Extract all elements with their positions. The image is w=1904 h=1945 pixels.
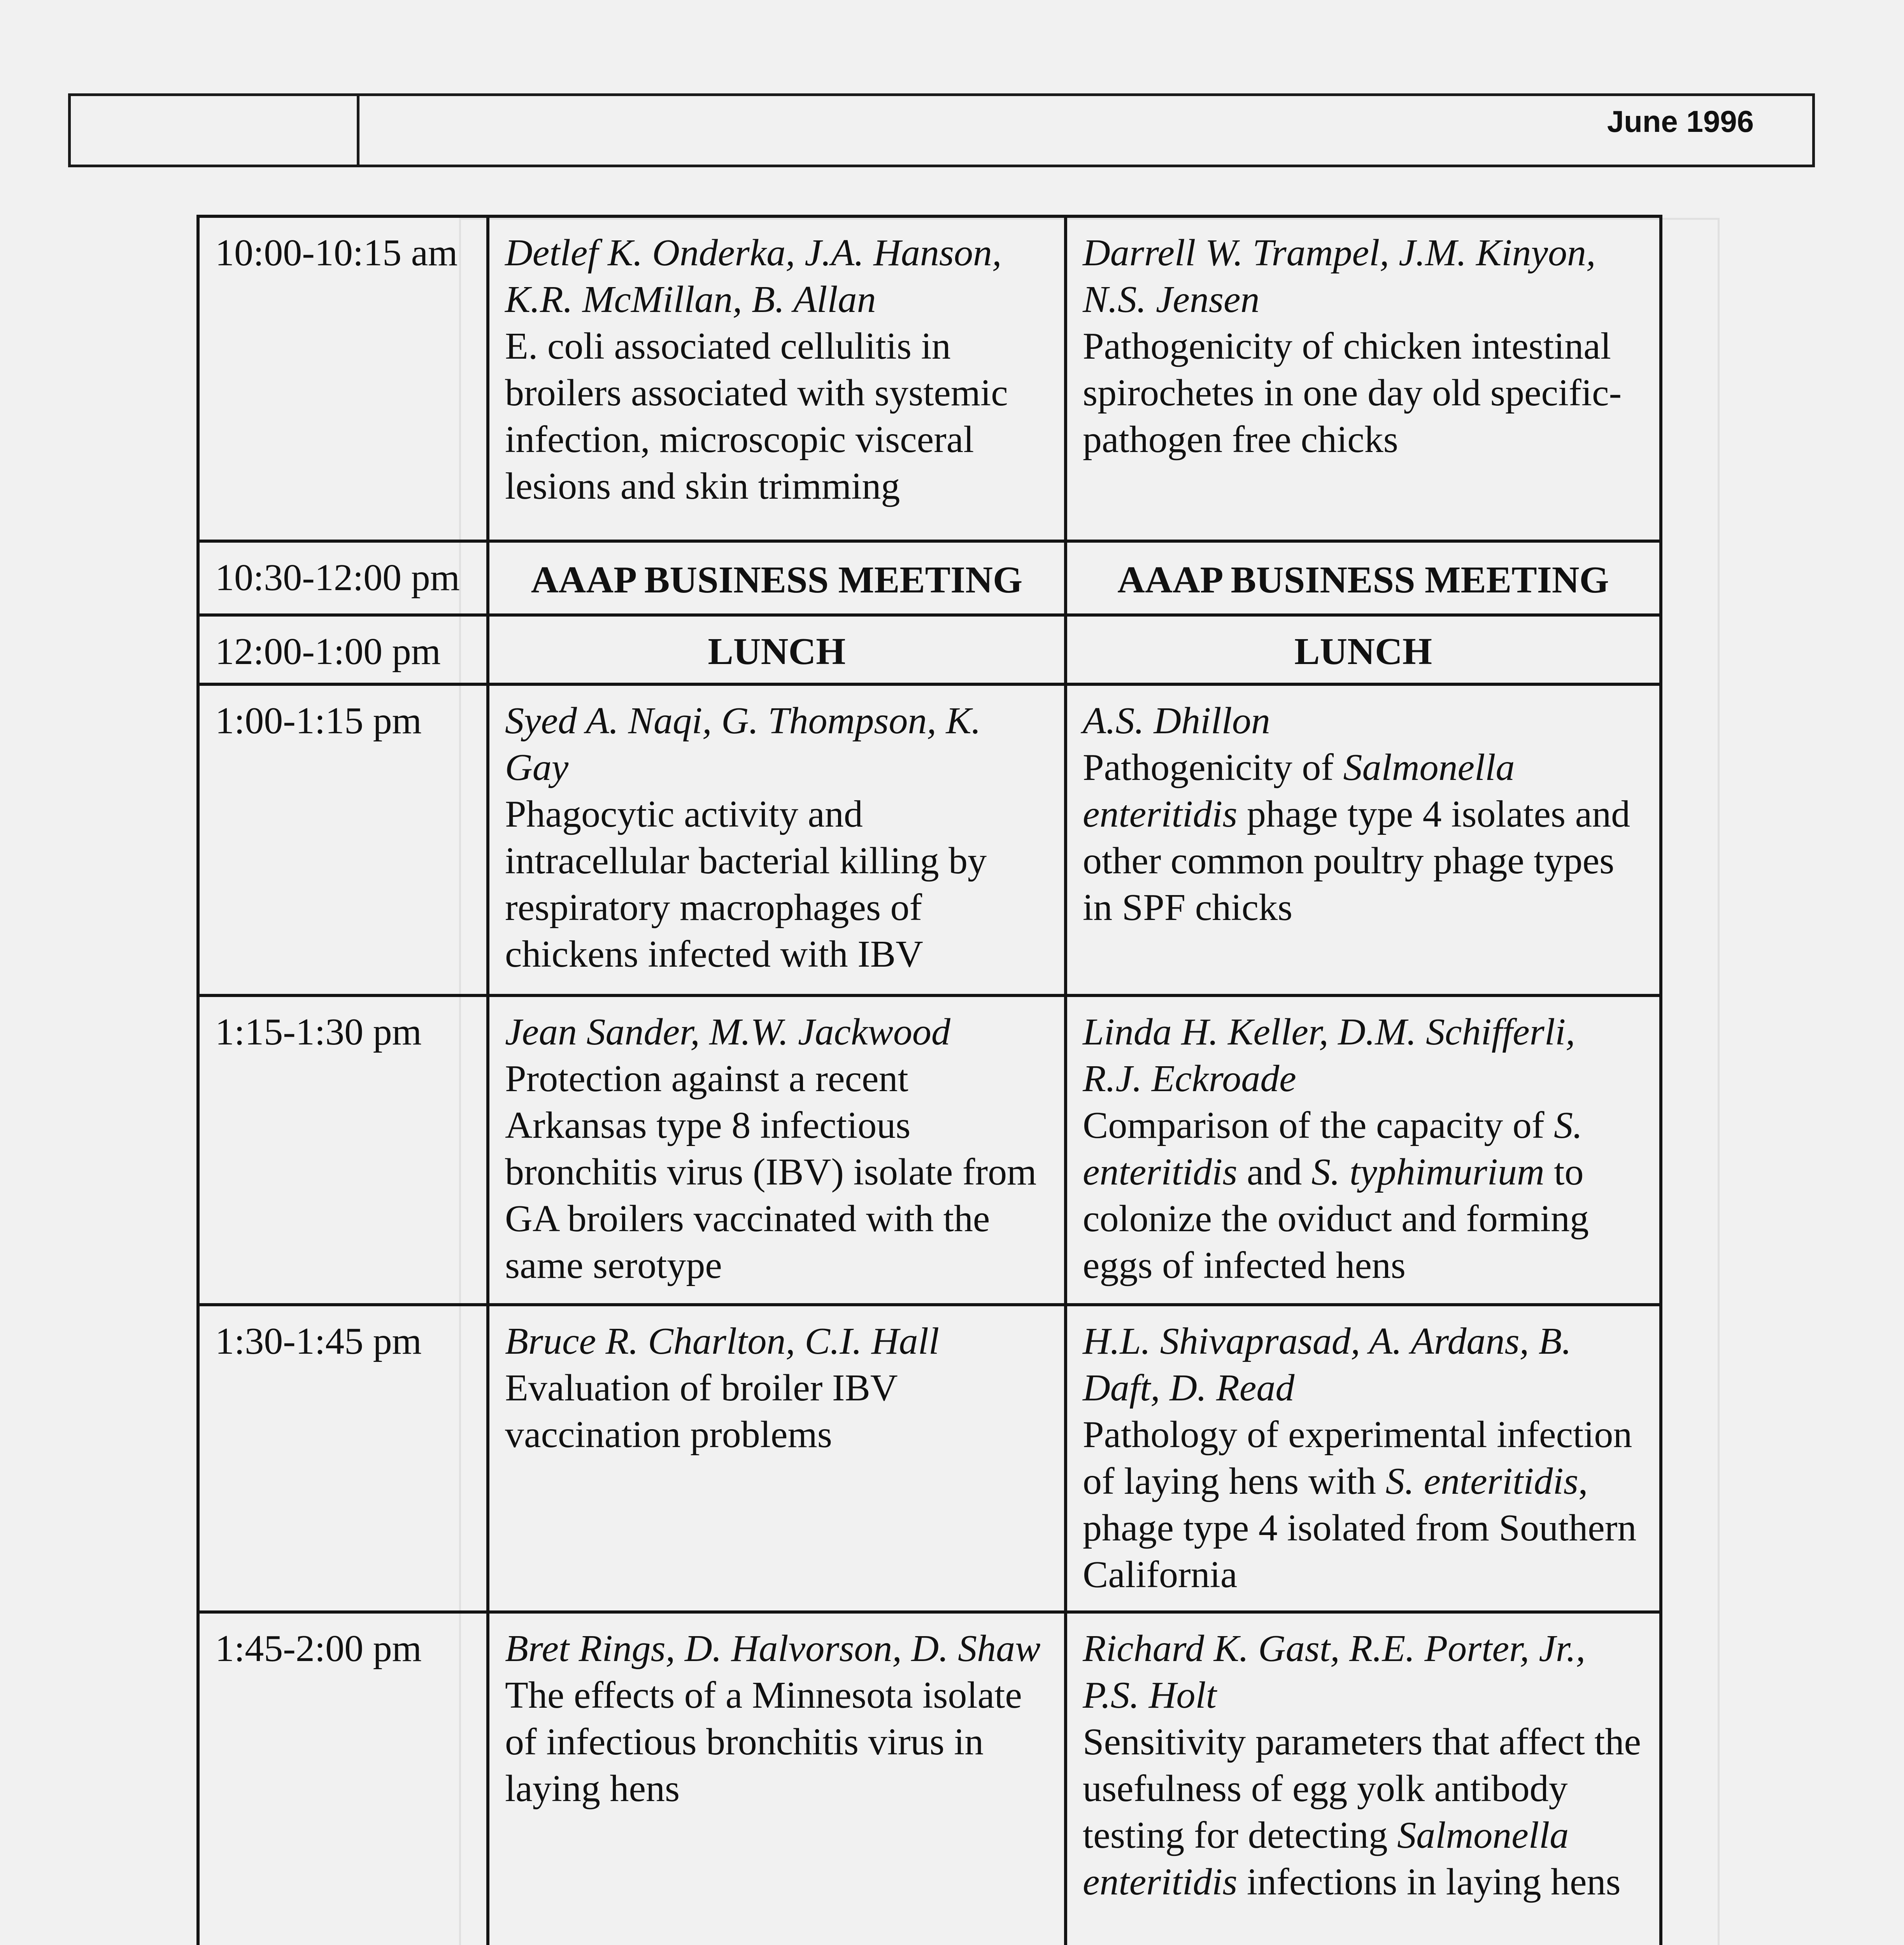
authors: Jean Sander, M.W. Jackwood bbox=[505, 1011, 950, 1053]
table-row bbox=[198, 684, 1661, 995]
time-cell: 12:00-1:00 pm bbox=[198, 615, 488, 684]
authors: Syed A. Naqi, G. Thompson, K. Gay bbox=[505, 700, 981, 789]
session-a-cell bbox=[488, 995, 1066, 1305]
authors: Darrell W. Trampel, J.M. Kinyon, N.S. Jensen bbox=[1083, 232, 1596, 321]
header-bar bbox=[68, 93, 1815, 167]
table-row bbox=[198, 216, 1661, 541]
species-name: Salmonella enteritidis bbox=[1083, 1814, 1569, 1903]
session-b-cell bbox=[1066, 995, 1661, 1305]
species-name: S. enteritidis bbox=[1083, 1104, 1583, 1193]
time-cell: 1:15-1:30 pm bbox=[198, 995, 488, 1305]
paper-title: Protection against a recent Arkansas type 8 infectious bronchitis virus (IBV) isolate from GA broilers vaccinated with the same serotype bbox=[505, 1058, 1037, 1286]
species-name: Salmonella enteritidis bbox=[1083, 746, 1515, 835]
time-cell: 10:00-10:15 am bbox=[198, 216, 488, 541]
authors: Bruce R. Charlton, C.I. Hall bbox=[505, 1320, 940, 1362]
session-a-cell bbox=[488, 1305, 1066, 1612]
paper-title: Pathogenicity of chicken intestinal spirochetes in one day old specific-pathogen free chicks bbox=[1083, 325, 1622, 461]
paper-title: Phagocytic activity and intracellular bacterial killing by respiratory macrophages of chickens infected with IBV bbox=[505, 793, 987, 975]
title-text: Sensitivity parameters that affect the usefulness of egg yolk antibody testing for detecting bbox=[1083, 1721, 1641, 1856]
table-row bbox=[198, 1612, 1661, 1945]
authors: Bret Rings, D. Halvorson, D. Shaw bbox=[505, 1628, 1041, 1670]
title-text: , phage type 4 isolated from Southern California bbox=[1083, 1460, 1637, 1596]
header-divider bbox=[357, 96, 359, 165]
title-text: Pathogenicity of bbox=[1083, 746, 1343, 789]
table-row bbox=[198, 995, 1661, 1305]
authors: A.S. Dhillon bbox=[1083, 700, 1270, 742]
business-meeting-label: AAAP BUSINESS MEETING bbox=[1066, 541, 1661, 615]
species-name: S. enteritidis bbox=[1385, 1460, 1578, 1502]
lunch-label: LUNCH bbox=[488, 615, 1066, 684]
session-b-cell bbox=[1066, 1612, 1661, 1945]
species-name: S. typhimurium bbox=[1311, 1151, 1545, 1193]
lunch-label: LUNCH bbox=[1066, 615, 1661, 684]
paper-title bbox=[1083, 1411, 1644, 1598]
title-text: and bbox=[1237, 1151, 1311, 1193]
paper-title bbox=[1083, 744, 1644, 931]
time-cell: 1:45-2:00 pm bbox=[198, 1612, 488, 1945]
session-b-cell bbox=[1066, 216, 1661, 541]
title-text: Comparison of the capacity of bbox=[1083, 1104, 1554, 1146]
session-a-cell bbox=[488, 684, 1066, 995]
time-cell: 1:30-1:45 pm bbox=[198, 1305, 488, 1612]
session-a-cell bbox=[488, 216, 1066, 541]
paper-title bbox=[1083, 1102, 1644, 1289]
title-text: phage type 4 isolates and other common poultry phage types in SPF chicks bbox=[1083, 793, 1630, 929]
authors: Linda H. Keller, D.M. Schifferli, R.J. Eckroade bbox=[1083, 1011, 1575, 1100]
time-cell: 10:30-12:00 pm bbox=[198, 541, 488, 615]
table-row bbox=[198, 541, 1661, 615]
session-b-cell bbox=[1066, 1305, 1661, 1612]
business-meeting-label: AAAP BUSINESS MEETING bbox=[488, 541, 1066, 615]
authors: Detlef K. Onderka, J.A. Hanson, K.R. McMillan, B. Allan bbox=[505, 232, 1002, 321]
paper-title: E. coli associated cellulitis in broilers associated with systemic infection, microscopic visceral lesions and skin trimming bbox=[505, 325, 1008, 507]
paper-title: The effects of a Minnesota isolate of infectious bronchitis virus in laying hens bbox=[505, 1674, 1022, 1810]
authors: Richard K. Gast, R.E. Porter, Jr., P.S. Holt bbox=[1083, 1628, 1586, 1716]
session-b-cell bbox=[1066, 684, 1661, 995]
time-cell: 1:00-1:15 pm bbox=[198, 684, 488, 995]
title-text: to colonize the oviduct and forming eggs of infected hens bbox=[1083, 1151, 1589, 1286]
table-row bbox=[198, 615, 1661, 684]
title-text: Pathology of experimental infection of laying hens with bbox=[1083, 1414, 1632, 1502]
paper-title bbox=[1083, 1719, 1644, 1905]
session-a-cell bbox=[488, 1612, 1066, 1945]
title-text: infections in laying hens bbox=[1237, 1861, 1621, 1903]
paper-title: Evaluation of broiler IBV vaccination problems bbox=[505, 1367, 897, 1456]
table-row bbox=[198, 1305, 1661, 1612]
schedule-table bbox=[196, 215, 1662, 1945]
authors: H.L. Shivaprasad, A. Ardans, B. Daft, D. Read bbox=[1083, 1320, 1571, 1409]
header-date: June 1996 bbox=[1607, 104, 1754, 138]
